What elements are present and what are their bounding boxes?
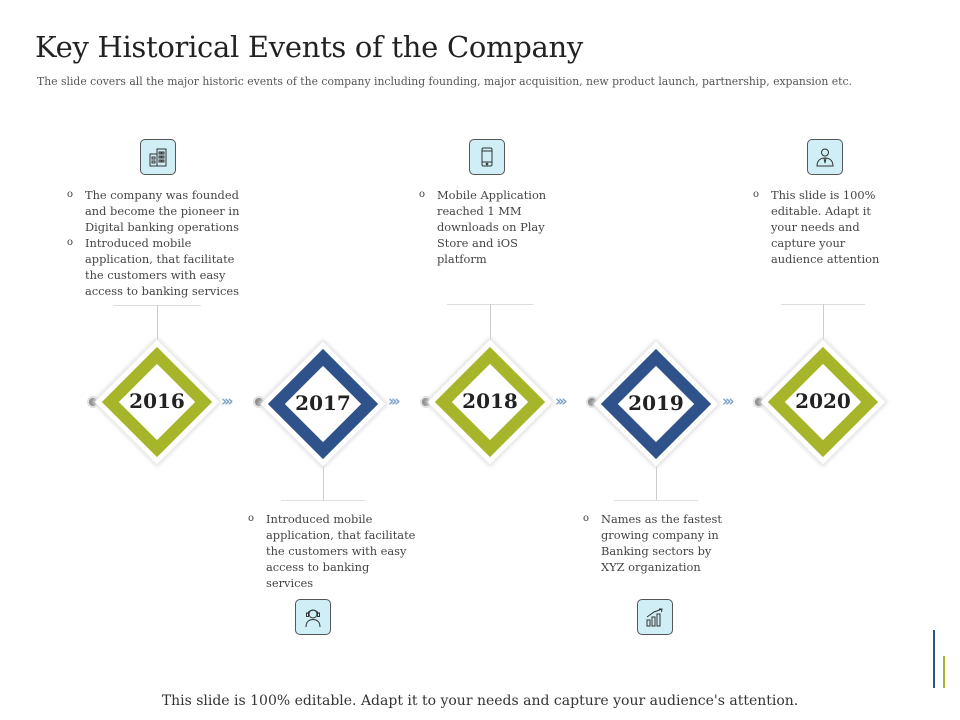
- footer-note: This slide is 100% editable. Adapt it to your needs and capture your audience's attention.: [161, 693, 799, 709]
- chevron-arrows-icon: ›››: [388, 392, 398, 410]
- list-item: o Introduced mobile application, that facilitate the customers with easy access to banking services: [67, 235, 247, 299]
- building-icon: [140, 139, 176, 175]
- year-label: 2017: [295, 391, 351, 415]
- list-item: o The company was founded and become the pioneer in Digital banking operations: [67, 187, 247, 235]
- businessman-icon: [807, 139, 843, 175]
- year-label: 2020: [795, 389, 851, 413]
- year-diamond-2019: [591, 339, 721, 469]
- bullets-2018: [419, 187, 559, 267]
- mobile-phone-icon: [469, 139, 505, 175]
- list-item: o Mobile Application reached 1 MM downloads on Play Store and iOS platform: [419, 187, 559, 267]
- connector-horizontal: [614, 500, 698, 501]
- year-label: 2019: [628, 391, 684, 415]
- chevron-arrows-icon: ›››: [722, 392, 732, 410]
- bullets-2016: [67, 187, 247, 299]
- list-item: o This slide is 100% editable. Adapt it your needs and capture your audience attention: [753, 187, 888, 267]
- bullets-2019: [583, 511, 733, 575]
- list-item: o Names as the fastest growing company in Banking sectors by XYZ organization: [583, 511, 733, 575]
- list-item: o Introduced mobile application, that facilitate the customers with easy access to banking services: [248, 511, 416, 591]
- decorative-line: [933, 630, 935, 688]
- year-diamond-2017: [258, 339, 388, 469]
- bullets-2017: [248, 511, 416, 591]
- decorative-line: [943, 656, 945, 688]
- year-diamond-2018: [425, 337, 555, 467]
- growth-chart-icon: [637, 599, 673, 635]
- year-label: 2016: [129, 389, 185, 413]
- support-agent-icon: [295, 599, 331, 635]
- bullets-2020: [753, 187, 888, 267]
- connector-horizontal: [281, 500, 365, 501]
- year-diamond-2020: [758, 337, 888, 467]
- chevron-arrows-icon: ›››: [221, 392, 231, 410]
- page-title: Key Historical Events of the Company: [35, 30, 583, 64]
- page-subtitle: The slide covers all the major historic events of the company including founding, major acquisition, new product launch, partnership, expansion etc.: [37, 75, 852, 88]
- year-label: 2018: [462, 389, 518, 413]
- year-diamond-2016: [92, 337, 222, 467]
- chevron-arrows-icon: ›››: [555, 392, 565, 410]
